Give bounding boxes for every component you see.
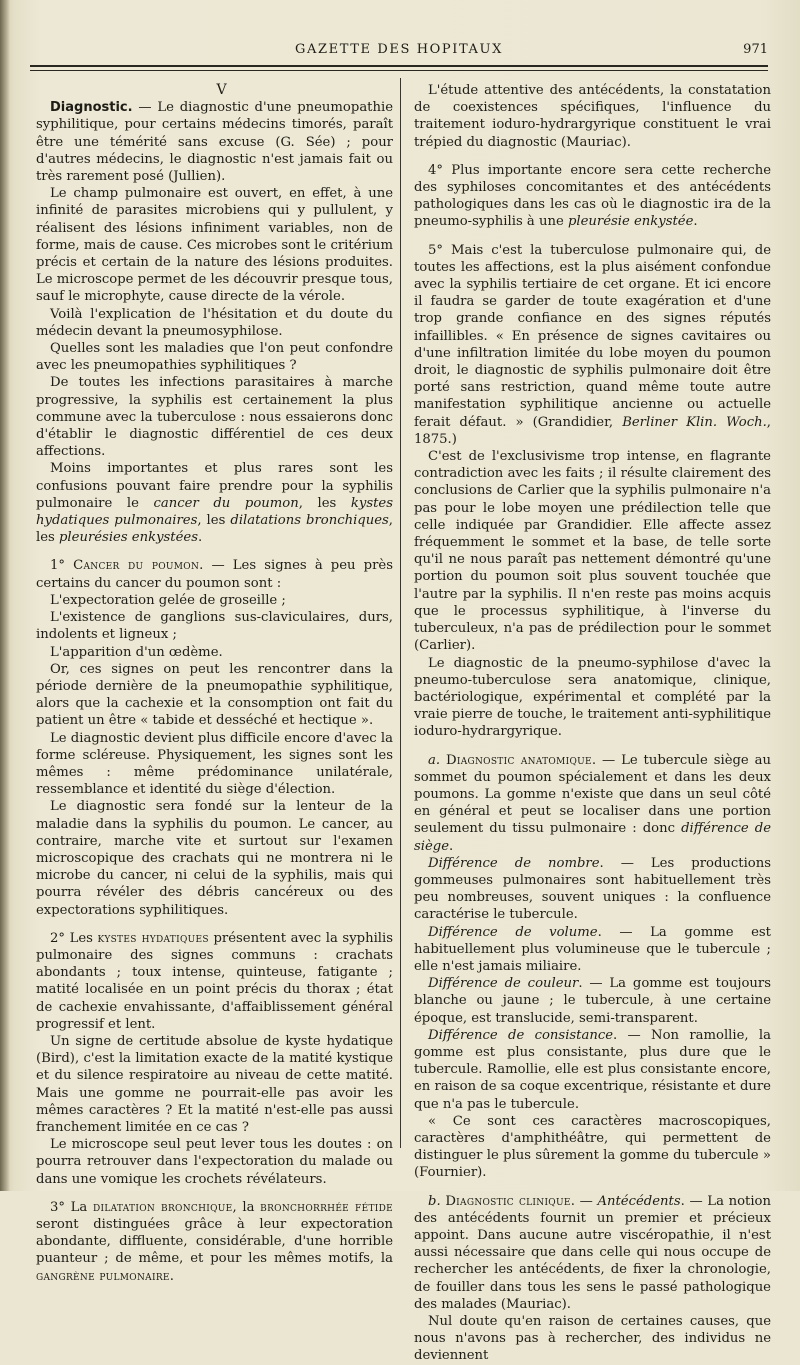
right-column — [414, 82, 771, 1365]
page-number: 971 — [743, 42, 768, 57]
text-run: . — Le tubercule siège au sommet du poumon spécialement et dans les deux poumons. La gomme n'existe que dans un seul côté en général et peut se localiser dans une portion seulement du tissu pulmonaire : donc — [414, 752, 771, 837]
paragraph-diagnostic — [36, 99, 393, 185]
column-divider — [400, 78, 401, 1148]
text-run: . — — [570, 1193, 598, 1209]
text-run: bronchorrhée fétide — [260, 1199, 393, 1215]
text-run: kystes hydatiques pulmonaires — [36, 495, 394, 529]
text-run: Différence de consistance — [428, 1027, 614, 1043]
paragraph: L'existence de ganglions sus-claviculaires, durs, indolents et ligneux ; — [36, 610, 393, 643]
text-run: 4° Plus importante encore sera cette recherche des syphiloses concomitantes et des antécédents pathologiques dans les cas où le diagnostic ira de la pneumo-syphilis à une — [414, 162, 771, 230]
text-run: . — La gomme est toujours blanche ou jaune ; le tubercule, à une certaine époque, est translucide, semi-transparent. — [414, 976, 771, 1026]
text-run: Différence de volume — [428, 924, 598, 940]
text-run: kystes hydatiques — [97, 930, 209, 946]
paragraph: Quelles sont les maladies que l'on peut confondre avec les pneumopathies syphilitiques ? — [36, 341, 393, 374]
text-run: , 1875.) — [414, 414, 771, 447]
text-run: . — [693, 214, 698, 230]
text-run: a. — [428, 752, 446, 768]
text-run: . — [197, 530, 203, 546]
text-run: cancer du poumon — [153, 495, 299, 511]
paragraph-dilatation — [36, 1199, 393, 1285]
text-run: . — La notion des antécédents fournit un premier et précieux appoint. Dans aucune autre viscéropathie, il n'est aussi nécessaire que dans celle qui nous occupe de rechercher les antécédents, de fixer la chronologie, de fouiller dans tous les sens le passé pathologique des malades (Mauriac). — [414, 1193, 771, 1312]
paragraph-lead: Diagnostic. — [50, 100, 133, 116]
paragraph: C'est de l'exclusivisme trop intense, en flagrante contradiction avec les faits ; il résulte clairement des conclusions de Carlier que la syphilis pulmonaire n'a pas pour le lobe moyen une prédilection telle que celle indiquée par Grandidier. Elle affecte assez fréquemment le sommet et la base, de telle sorte qu'il ne nous paraît pas nettement démontré qu'une portion du poumon soit plus souvent touchée que l'autre par la syphilis. Il n'en reste pas moins acquis que le processus syphilitique, à l'inverse du tuberculeux, n'a pas de prédilection pour le sommet (Carlier). — [414, 449, 771, 654]
paragraph: Le diagnostic devient plus difficile encore d'avec la forme scléreuse. Physiquement, les signes sont les mêmes : même prédominance unilatérale, ressemblance et identité du siège d'élection. — [36, 730, 393, 798]
text-run: , la — [232, 1199, 261, 1215]
text-run: Diagnostic anatomique — [445, 752, 592, 768]
paragraph — [36, 460, 393, 546]
text-run: 1° — [50, 558, 74, 574]
text-run: Antécédents — [597, 1193, 681, 1209]
text-run: Berliner Klin. Woch. — [622, 414, 767, 430]
text-run: 5° Mais c'est la tuberculose pulmonaire qui, de toutes les affections, est la plus aisément confondue avec la syphilis tertiaire de cet organe. Et ici encore il faudra se garder de toute exagération et d'une trop grande confiance en des signes réputés infaillibles. « En présence de signes cavitaires ou d'une infiltration limitée du lobe moyen du poumon droit, le diagnostic de syphilis pulmonaire doit être porté sans restriction, quand même toute autre manifestation syphilitique ancienne ou actuelle ferait défaut. » (Grandidier, — [414, 242, 771, 430]
header-rule-thin — [30, 70, 768, 71]
text-run: présentent avec la syphilis pulmonaire des signes communs : crachats abondants ; toux intense, quinteuse, fatigante ; matité localisée en un point précis du thorax ; état de cachexie envahissante, d'affaiblissement général progressif et lent. — [36, 930, 394, 1032]
paragraph — [414, 924, 771, 976]
paragraph-tuberculose — [414, 242, 771, 448]
section-number: V — [216, 82, 227, 98]
text-run: — Le diagnostic d'une pneumopathie syphilitique, pour certains médecins timorés, paraît être une témérité sans excuse (G. Sée) ; pour d'autres médecins, le diagnostic n'est jamais fait ou très rarement posé (Jullien). — [36, 100, 393, 185]
text-run: 3° La — [50, 1199, 93, 1215]
paragraph — [414, 975, 771, 1027]
text-run: pleurésie enkystée — [567, 214, 694, 230]
left-column — [36, 82, 393, 1285]
paragraph: L'expectoration gelée de groseille ; — [50, 592, 286, 608]
text-run: , les — [298, 495, 351, 511]
paragraph — [414, 1027, 771, 1113]
text-run: Diagnostic clinique — [445, 1193, 571, 1209]
paragraph — [414, 855, 771, 924]
paragraph: Or, ces signes on peut les rencontrer dans la période dernière de la pneumopathie syphilitique, alors que la cachexie et la consomption ont fait du patient un être « tabide et desséché et hectique ». — [36, 661, 393, 729]
text-run: b. — [428, 1193, 446, 1209]
paragraph-diagnostic-clinique — [414, 1193, 771, 1313]
paragraph: L'apparition d'un œdème. — [50, 644, 223, 660]
paragraph-cancer — [36, 557, 393, 591]
paragraph: Le microscope seul peut lever tous les doutes : on pourra retrouver dans l'expectoration du malade ou dans une vomique les crochets révélateurs. — [36, 1137, 393, 1187]
text-run: . — [169, 1268, 174, 1284]
journal-title: GAZETTE DES HOPITAUX — [295, 42, 503, 57]
text-run: Différence de nombre — [428, 855, 600, 871]
text-run: dilatations bronchiques — [230, 513, 389, 529]
paragraph: Le champ pulmonaire est ouvert, en effet, à une infinité de parasites microbiens qui y pullulent, y réalisent des lésions infiniment variables, non de forme, mais de cause. Ces microbes sont le critérium précis et certain de la nature des lésions produites. Le microscope permet de les découvrir presque tous, sauf le microphyte, cause directe de la vérole. — [36, 186, 393, 305]
paragraph: De toutes les infections parasitaires à marche progressive, la syphilis est certainement la plus commune avec la tuberculose : nous essaierons donc d'établir le diagnostic différentiel de ces deux affections. — [36, 375, 393, 460]
header-rule-thick — [30, 65, 768, 67]
text-run: . — [449, 838, 454, 854]
running-header — [30, 42, 768, 64]
text-run: . — Les productions gommeuses pulmonaires sont habituellement très peu nombreuses, souvent uniques : la confluence caractérise le tubercule. — [414, 855, 771, 923]
text-run: Moins importantes et plus rares sont les confusions pouvant faire prendre pour la syphilis pulmonaire le — [36, 461, 393, 511]
paragraph: « Ce sont ces caractères macroscopiques, caractères d'amphithéâtre, qui permettent de distinguer le plus sûrement la gomme du tubercule » (Fournier). — [414, 1113, 771, 1181]
text-run: Différence de couleur — [428, 976, 579, 992]
text-run: , les — [36, 513, 393, 546]
text-run: , les — [197, 513, 231, 529]
paragraph: Le diagnostic de la pneumo-syphilose d'avec la pneumo-tuberculose sera anatomique, clinique, bactériologique, expérimental et complété par la vraie pierre de touche, le traitement anti-syphilitique ioduro-hydrargyrique. — [414, 655, 771, 740]
text-run: pleurésies enkystées — [58, 530, 198, 546]
paragraph-pleuresie — [414, 162, 771, 231]
paragraph: Le diagnostic sera fondé sur la lenteur de la maladie dans la syphilis du poumon. Le cancer, au contraire, marche vite et surtout sur l'examen microscopique des crachats qui ne montrera ni le microbe du cancer, ni celui de la syphilis, mais qui pourra révéler des débris cancéreux ou des expectorations syphilitiques. — [36, 799, 393, 918]
text-run: 2° Les — [50, 930, 98, 946]
text-run: dilatation bronchique — [92, 1199, 233, 1215]
paragraph: Voilà l'explication de l'hésitation et du doute du médecin devant la pneumosyphilose. — [36, 306, 393, 339]
text-run: . — La gomme est habituellement plus volumineuse que le tubercule ; elle n'est jamais miliaire. — [414, 924, 771, 974]
text-run: gangrène pulmonaire — [36, 1268, 170, 1284]
paragraph: Nul doute qu'en raison de certaines causes, que nous n'avons pas à rechercher, des individus ne deviennent — [414, 1314, 771, 1364]
paragraph-diagnostic-anatomique — [414, 752, 771, 855]
text-run: Cancer du poumon — [73, 558, 200, 574]
text-run: seront distinguées grâce à leur expectoration abondante, diffluente, considérable, d'une horrible puanteur ; de même, et pour les mêmes motifs, la — [36, 1217, 393, 1267]
paragraph: Un signe de certitude absolue de kyste hydatique (Bird), c'est la limitation exacte de la matité kystique et du silence respiratoire au niveau de cette matité. Mais une gomme ne pourrait-elle pas avoir les mêmes caractères ? Et la matité n'est-elle pas aussi franchement limitée en ce cas ? — [36, 1033, 393, 1135]
page-spine-shadow — [0, 0, 10, 1191]
text-run: différence de siège — [414, 821, 771, 854]
text-run: . — Non ramollie, la gomme est plus consistante, plus dure que le tubercule. Ramollie, elle est plus consistante encore, en raison de sa coque excentrique, résistante et dure que n'a pas le tubercule. — [414, 1027, 771, 1112]
text-run: . — Les signes à peu près certains du cancer du poumon sont : — [36, 558, 393, 591]
paragraph-kystes — [36, 930, 393, 1033]
paragraph: L'étude attentive des antécédents, la constatation de coexistences spécifiques, l'influence du traitement ioduro-hydrargyrique constituent le vrai trépied du diagnostic (Mauriac). — [414, 83, 771, 150]
